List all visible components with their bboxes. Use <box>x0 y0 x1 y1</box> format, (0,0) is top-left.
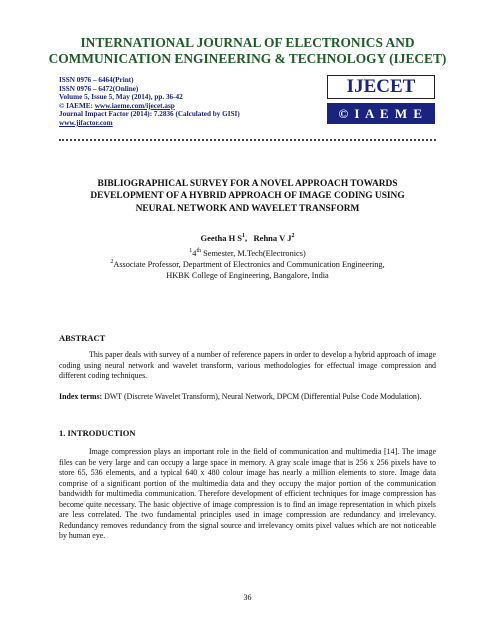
index-terms <box>59 392 436 403</box>
authors: Geetha H $S^1$, Rehna V $J^2$ <box>200 233 295 243</box>
paper-title-line2: DEVELOPMENT OF A HYBRID APPROACH OF IMAGE CODING USING <box>90 191 405 202</box>
journal-title <box>40 35 455 67</box>
iaeme-link[interactable]: www.iaeme.com/ijecet.asp <box>94 101 175 110</box>
volume-info: Volume 5, Issue 5, May (2014), pp. 36-42 <box>59 93 183 102</box>
affiliations <box>59 248 436 281</box>
affiliation-2-line2: HKBK College of Engineering, Bangalore, India <box>166 271 329 280</box>
journal-title-line2: COMMUNICATION ENGINEERING & TECHNOLOGY (IJECET) <box>48 51 447 66</box>
author-2-sup: 2 <box>291 233 295 240</box>
iaeme-line <box>59 102 309 111</box>
paper-title-line1: BIBLIOGRAPHICAL SURVEY FOR A NOVEL APPROACH TOWARDS <box>97 179 398 189</box>
iaeme-prefix: © IAEME: <box>59 101 95 110</box>
dotted-divider <box>59 139 436 143</box>
index-terms-text: DWT (Discrete Wavelet Transform), Neural Network, DPCM (Differential Pulse Code Modulation). <box>102 392 422 401</box>
logo-ijecet-text: IJECET <box>327 75 435 99</box>
ijifactor-link[interactable]: www.jifactor.com <box>59 118 113 127</box>
paper-title <box>59 178 436 215</box>
issn-print: ISSN 0976 – 6464(Print) <box>59 76 134 84</box>
journal-metadata <box>59 76 309 128</box>
affil2-line1: Associate Professor, Department of Electronics and Communication Engineering, <box>113 260 385 269</box>
introduction-text: Image compression plays an important role in the field of communication and multimedia [14]. The image files can be very large and can occupy a large space in memory. A gray scale image that is 256 x 256 pixels have to store 65, 536 elements, and a typical 640 x 480 colour image has nearly a million elements to store. Image data comprise of a significant portion of the multimedia data and they occupy the major portion of the communication bandwidth for multimedia communication. Therefore development of efficient techniques for image compression has become quite necessary. The basic objective of image compression is to find an image representation in which pixels are less correlated. The two fundamental principles used in image compression are redundancy and irrelevancy. Redundancy removes redundancy from the signal source and irrelevancy omits pixel values which are not noticeable by human eye. <box>59 447 436 540</box>
affil1-ordinal-sup: th <box>196 248 202 255</box>
affiliation-2 <box>59 259 436 270</box>
impact-factor: Journal Impact Factor (2014): 7.2836 (Calculated by GISI) <box>59 110 240 119</box>
author-2: Rehna V J <box>253 233 292 243</box>
paper-title-line3: NEURAL NETWORK AND WAVELET TRANSFORM <box>135 203 360 214</box>
author-1-sup: 1 <box>242 233 246 240</box>
index-terms-label: Index terms: <box>59 392 103 401</box>
issn-online: ISSN 0976 – 6472(Online) <box>59 84 139 93</box>
affil1-text: Semester, M.Tech(Electronics) <box>201 249 306 258</box>
ijecet-logo <box>327 75 435 127</box>
page-number: 36 <box>243 593 252 602</box>
affil2-sup: 2 <box>110 259 114 266</box>
abstract-heading: ABSTRACT <box>59 333 106 343</box>
affil1-ordinal: 4 <box>192 249 197 258</box>
author-1: Geetha H S <box>200 233 243 243</box>
affiliation-1 <box>59 248 436 259</box>
affil1-sup: 1 <box>189 248 193 255</box>
ijifactor-line <box>59 119 309 128</box>
abstract-text: This paper deals with survey of a number of reference papers in order to develop a hybrid approach of image coding using neural network and wavelet transform, various methodologies for effectual image compression and different coding techniques. <box>59 350 436 380</box>
logo-iaeme-text: © I A E M E <box>327 103 435 124</box>
journal-title-line1: INTERNATIONAL JOURNAL OF ELECTRONICS AND <box>80 35 415 50</box>
introduction-heading: 1. INTRODUCTION <box>59 428 136 438</box>
